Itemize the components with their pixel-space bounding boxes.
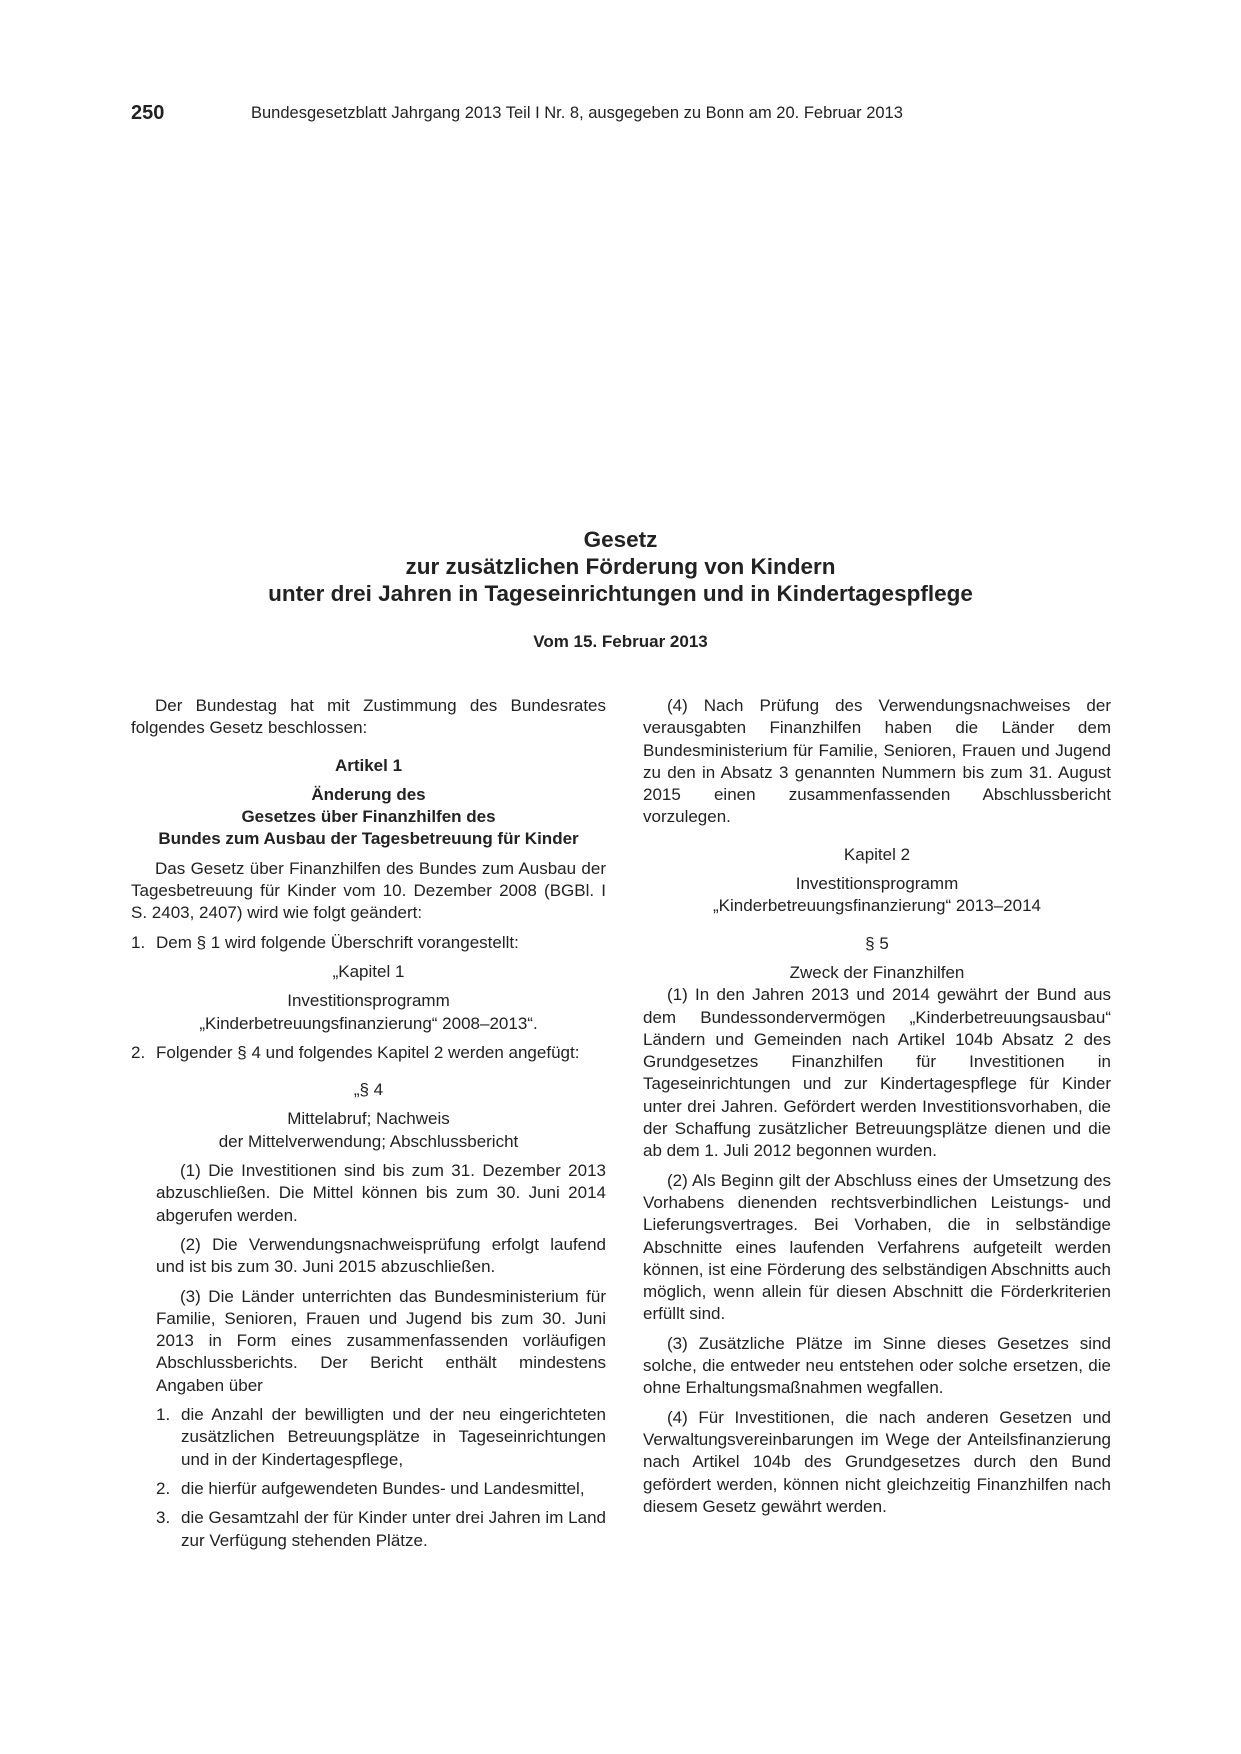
list-item xyxy=(131,932,606,954)
p5-absatz-2: (2) Als Beginn gilt der Abschluss eines der Umsetzung des Vorhabens dienenden rechtsverbindlichen Leistungs- und Lieferungsvertrages. Bei Vorhaben, die in selbständige Abschnitte eines laufenden Verfahrens aufgeteilt werden können, ist eine Förderung des selbständigen Abschnitts auch möglich, wenn allein für diesen Abschnitt die Förderkriterien erfüllt sind. xyxy=(643,1170,1111,1324)
intro-paragraph: Der Bundestag hat mit Zustimmung des Bundesrates folgendes Gesetz beschlossen: xyxy=(131,696,606,738)
p5-absatz-3: (3) Zusätzliche Plätze im Sinne dieses Gesetzes sind solche, die entweder neu entstehen oder solche ersetzen, die ohne Erhaltungsmaßnahmen wegfallen. xyxy=(643,1333,1111,1398)
amendment-intro: Das Gesetz über Finanzhilfen des Bundes zum Ausbau der Tagesbetreuung für Kinder vom 10. Dezember 2008 (BGBl. I S. 2403, 2407) wird wie folgt geändert: xyxy=(131,858,606,923)
absatz-4: (4) Nach Prüfung des Verwendungsnachweises der verausgabten Finanzhilfen haben die Länder dem Bundesministerium für Familie, Senioren, Frauen und Jugend zu den in Absatz 3 genannten Nummern bis zum 31. August 2015 einen zusammenfassenden Abschlussbericht vorzulegen. xyxy=(643,696,1111,827)
paragraph-4-heading: „§ 4 xyxy=(353,1080,384,1100)
title-line-2: zur zusätzlichen Förderung von Kindern xyxy=(405,554,836,579)
law-title xyxy=(0,526,1241,607)
artikel-heading: Artikel 1 xyxy=(334,755,403,775)
item-number: 3. xyxy=(156,1508,171,1528)
title-line-1: Gesetz xyxy=(583,527,658,552)
artikel-title-line-3: Bundes zum Ausbau der Tagesbetreuung für Kinder xyxy=(158,829,579,849)
enactment-date: Vom 15. Februar 2013 xyxy=(533,632,708,651)
list-item xyxy=(131,1042,606,1064)
item-number: 2. xyxy=(156,1478,171,1498)
absatz-3: (3) Die Länder unterrichten das Bundesministerium für Familie, Senioren, Frauen und Jugend bis zum 30. Juni 2013 in Form eines zusammenfassenden vorläufigen Abschlussberichts. Der Bericht enthält mindestens Angaben über xyxy=(156,1286,606,1395)
paragraph-4-title-line-2: der Mittelverwendung; Abschlussbericht xyxy=(218,1131,519,1151)
item-text: die Anzahl der bewilligten und der neu eingerichteten zusätzlichen Betreuungsplätze in Tageseinrichtungen und in der Kindertagespflege, xyxy=(181,1405,606,1469)
item-text: die hierfür aufgewendeten Bundes- und Landesmittel, xyxy=(181,1478,585,1498)
page-number: 250 xyxy=(131,102,165,124)
paragraph-5-heading: § 5 xyxy=(865,933,889,953)
absatz-1: (1) Die Investitionen sind bis zum 31. Dezember 2013 abzuschließen. Die Mittel können bis zum 30. Juni 2014 abgerufen werden. xyxy=(156,1161,606,1225)
kapitel-1-title-line-1: Investitionsprogramm xyxy=(287,991,450,1011)
item-number: 1. xyxy=(131,932,146,952)
list-item xyxy=(156,1478,606,1500)
running-header: Bundesgesetzblatt Jahrgang 2013 Teil I Nr. 8, ausgegeben zu Bonn am 20. Februar 2013 xyxy=(251,104,903,122)
item-text: die Gesamtzahl der für Kinder unter drei Jahren im Land zur Verfügung stehenden Plätze. xyxy=(181,1508,606,1550)
right-column xyxy=(643,695,1111,1518)
p5-absatz-4: (4) Für Investitionen, die nach anderen Gesetzen und Verwaltungsvereinbarungen im Wege der Anteilsfinanzierung nach Artikel 104b des Grundgesetzes durch den Bund gefördert werden, können nicht gleichzeitig Finanzhilfen nach diesem Gesetz gewährt werden. xyxy=(643,1407,1111,1516)
artikel-title-line-2: Gesetzes über Finanzhilfen des xyxy=(241,807,496,827)
absatz-2: (2) Die Verwendungsnachweisprüfung erfolgt laufend und ist bis zum 30. Juni 2015 abzuschließen. xyxy=(156,1234,606,1277)
paragraph-5-title: Zweck der Finanzhilfen xyxy=(789,962,965,982)
paragraph-4-title-line-1: Mittelabruf; Nachweis xyxy=(287,1109,450,1129)
kapitel-1-heading: „Kapitel 1 xyxy=(332,961,405,981)
left-column xyxy=(131,695,606,1552)
kapitel-2-title-line-1: Investitionsprogramm xyxy=(795,874,959,894)
item-text: Folgender § 4 und folgendes Kapitel 2 werden angefügt: xyxy=(156,1042,580,1062)
kapitel-1-title-line-2: „Kinderbetreuungsfinanzierung“ 2008–2013“. xyxy=(199,1013,538,1033)
kapitel-2-heading: Kapitel 2 xyxy=(843,844,911,864)
list-item xyxy=(156,1507,606,1552)
item-number: 1. xyxy=(156,1405,171,1425)
kapitel-2-title-line-2: „Kinderbetreuungsfinanzierung“ 2013–2014 xyxy=(713,896,1041,916)
title-line-3: unter drei Jahren in Tageseinrichtungen und in Kindertagespflege xyxy=(268,581,973,606)
p5-absatz-1: (1) In den Jahren 2013 und 2014 gewährt der Bund aus dem Bundessondervermögen „Kinderbetreuungsausbau“ Ländern und Gemeinden nach Artikel 104b Absatz 2 des Grundgesetzes Finanzhilfen für Investitionen in Tageseinrichtungen und zur Kindertagespflege für Kinder unter drei Jahren. Gefördert werden Investitionsvorhaben, die der Schaffung zusätzlicher Betreuungsplätze dienen und die ab dem 1. Juli 2012 begonnen wurden. xyxy=(643,985,1111,1161)
list-item xyxy=(156,1404,606,1471)
item-number: 2. xyxy=(131,1042,146,1062)
artikel-title-line-1: Änderung des xyxy=(311,784,426,804)
item-text: Dem § 1 wird folgende Überschrift vorangestellt: xyxy=(156,932,519,952)
